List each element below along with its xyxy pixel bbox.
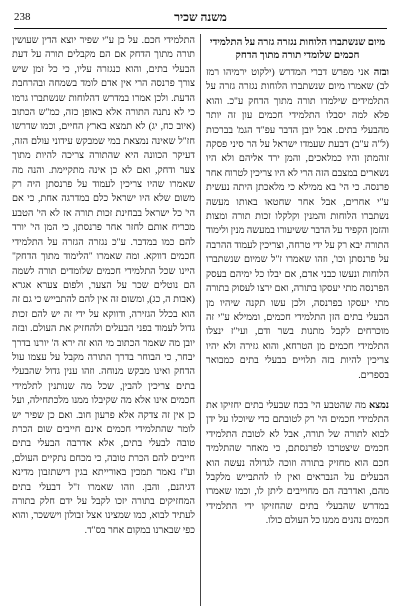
paragraph-lead-word: ובזה	[373, 67, 389, 78]
right-column	[206, 34, 389, 606]
left-column	[12, 34, 195, 606]
paragraph	[206, 399, 389, 529]
paragraph-text: התלמידי חכם. על כן ע"י שפיר יוצא הדין שעושין תורה מתוך הדחק אם הם מקבלים תורה על דעת הבעלי בתים, והוא כנגזרה עליו, כי כל זמן שיש צורך פרנסה הרי אין אדם לומד בשמחה ובהרחבת הדעת. ולכן אמרו במדרש דהלוחות שנשתברו גרמו כי לא נתנה התורה אלא באופן כזה, כמ"ש הכתוב (איוב כח, יג) לא תמצא בארץ החיים, וכמו שדרשו חז"ל שאינה נמצאת במי שמבקש עידוני עולם הזה, דעיקר הכוונה היא שהתורה צריכה להיות מתוך צער ודחק, ואם לא כן אינה מתקיימת. והנה מה שאמרו שהיו צריכין לעמוד על פרנסתן היה רק משום שלא היו ישראל כלם במדרגה אחת, כי אם הי' כל ישראל בבחינת זכות תורה אז לא הי' הטבע מכריח אותם לחזר אחר פרנסתן, כי המן הי' יורד להם כמו במדבר. ע"כ נגזרה הגזרה על התלמידי חכמים דווקא. ומה שאמרו "הלימוד מתוך הדחק" היינו שכל התלמידי חכמים שלומדים תורה לשמה הם נוטלים שכר על הצער, ולפום צערא אגרא (אבות ה, כג), ומשום זה אין להם להתבייש כי גם זה הוא בכלל הגזירה, ודווקא על ידי זה יש להם זכות גדול לעמוד בפני הבעלים ולהחזיק את העולם. ובזה יובן מה שאמר הכתוב מי הוא זה ירא ה' יורנו בדרך יבחר, כי הבוחר בדרך התורה מקבל על עצמו עול הדחק ואינו מבקש מנוחה. וזהו ענין גדול שהבעלי בתים צריכין להבין, שכל מה שנותנין לתלמידי חכמים אינו אלא מה שקיבלו ממנו מלכתחילה, ועל כן אין זה צדקה אלא פרעון חוב. ואם כן שפיר יש לומר שהתלמידי חכמים אינם חייבים שום הכרת טובה לבעלי בתים, אלא אדרבה הבעלי בתים חייבים להם הכרת טובה, כי מכחם נתקיים העולם, וע"ז נאמר תמכין באורייתא בגין דישתזבון מדינא דגיהנם, והבן. וזהו שאמרו ז"ל דבעלי בתים המחזיקים בתורה יזכו לקבל על ידם חלק בתורה לעתיד לבוא, כמו שמצינו אצל זבולון ויששכר, והוא כפי שבארנו במקום אחר בס"ד.	[12, 35, 195, 536]
running-title: משנה שכיר	[174, 9, 227, 24]
header-rule	[14, 28, 387, 29]
paragraph-gap	[206, 383, 389, 399]
paragraph-lead-word: נמצא	[369, 399, 389, 411]
paragraph	[206, 66, 389, 383]
paragraph-text: אני מפרש דברי המדרש (ילקוט ירמיהו רמז לב) שאמרו מיום שנשתברו הלוחות נגזרה גזרה על התלמידים שילמדו תורה מתוך הדחק ע"כ. והוא פלא למה יסבלו התלמידי חכמים עון זה יותר מהבעלי בתים. אבל יובן הדבר עפ"ד הגמ' בברכות (ל"ה ע"ב) דבעת שעמדו ישראל על הר סיני פסקה זוהמתן והיו כמלאכים, והמן ירד אליהם ולא היו נשארים במצבם הזה הרי לא היו צריכין לטרוח אחר פרנסה. כי הי' בא ממילא כי מלאכתן היתה נעשית ע"י אחרים, אבל אחר שחטאו באותו מעשה נשתברו הלוחות והמנין וקלקלו זכות תורה ומצות והזמן הקפיד על הדבר ששיעורו במעשה מנין ולימוד התורה יבא רק על ידי טרחה, וצריכין לעמוד ההרבה על פרנסתן וכו', וזהו שאמרו ז"ל שמיום שנשתברו הלוחות ונעשו כבני אדם, אם יבלו כל ימיהם בעסק הפרנסה מתי יעסקו בתורה, ואם ירצו לעסוק בתורה מתי יעסקו בפרנסה, ולכן עשו תקנה שיהיו מן הבעלי בתים הזן התלמידי חכמים, וממילא ע"י זה מוכרחים לקבל מתנות בשר ודם, ועי"ז ינצלו התלמידי חכמים מן הטרחא, והוא גזירה ולא יהיו צריכין להיות בזה תלויים בבעלי בתים כמבואר בספרים.	[206, 67, 389, 381]
paragraph-text: מה שהטבע הי' בכח שבעלי בתים יחזיקו את התלמידי חכמים הי' רק לטובתם כדי שיוכלו על ידן לבוא לתורה של תורה, אבל לא לטובת התלמידי חכמים שיצטרכו לפרנסתם, כי מאחר שהתלמיד חכם הוא מחזיק בתורה וזוכה לגדולה נעשה הוא הבעלים על הנבראים ואין לו להתבייש מלקבל מהם, ואדרבה הם מחוייבים ליתן לו, וכמו שאמרו במדרש שהבעלי בתים שהחזיקו ידי התלמידי חכמים נהנים ממנו כל העולם כולו.	[206, 399, 389, 527]
column-divider	[200, 34, 201, 606]
page-number: 238	[14, 11, 31, 23]
page-header	[14, 8, 387, 26]
section-title: מיום שנשתברו הלוחות נגזרה גזרה על התלמידי חכמים שלומדי תורה מתוך הדחק	[209, 37, 386, 61]
